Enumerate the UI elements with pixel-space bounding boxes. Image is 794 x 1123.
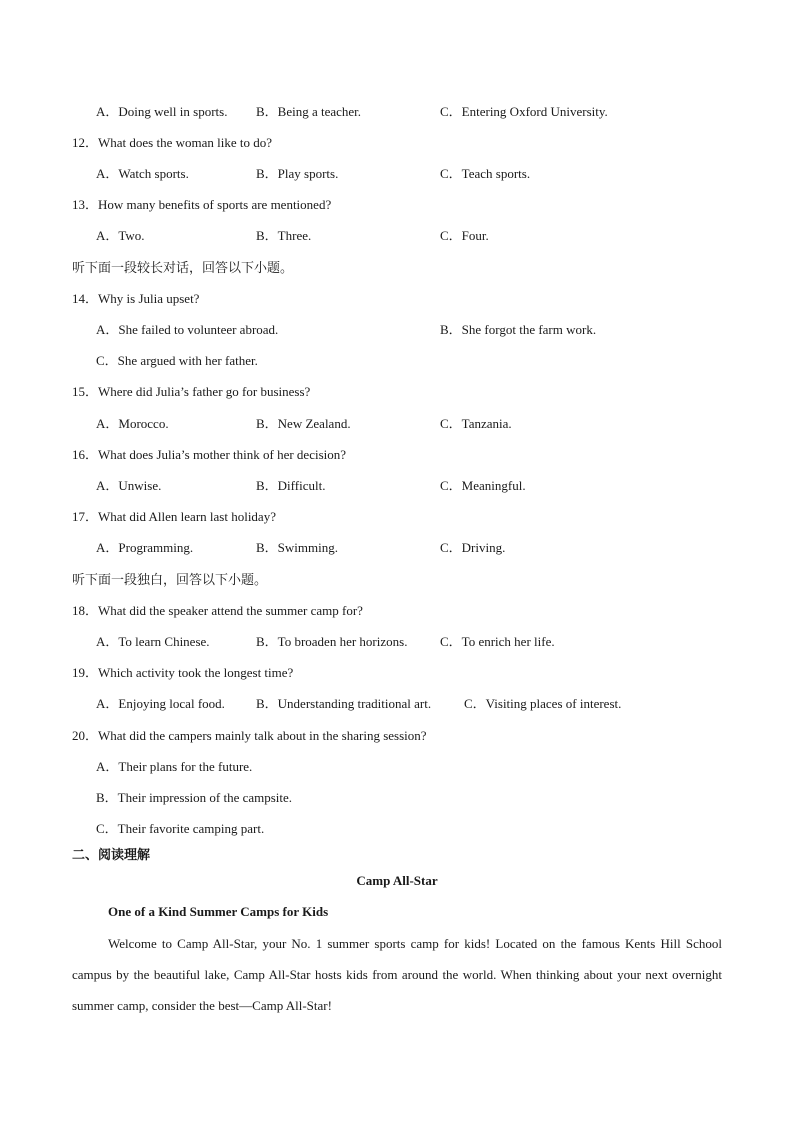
question-17: 17．What did Allen learn last holiday? (72, 509, 276, 524)
question-13: 13．How many benefits of sports are mentioned? (72, 197, 332, 212)
question-18: 18．What did the speaker attend the summer camp for? (72, 603, 363, 618)
option-18-c: C．To enrich her life. (440, 634, 555, 649)
option-11-b: B．Being a teacher. (256, 104, 362, 119)
section-note-dialogue: 听下面一段较长对话，回答以下小题。 (72, 260, 294, 275)
question-16: 16．What does Julia’s mother think of her decision? (72, 447, 347, 462)
option-15-a: A．Morocco. (96, 416, 169, 431)
option-13-a: A．Two. (96, 228, 145, 243)
option-12-a: A．Watch sports. (96, 166, 189, 181)
option-15-b: B．New Zealand. (256, 416, 351, 431)
option-18-b: B．To broaden her horizons. (256, 634, 408, 649)
option-17-a: A．Programming. (96, 540, 194, 555)
option-20-c: C．Their favorite camping part. (96, 821, 265, 836)
passage-title: Camp All-Star (356, 873, 438, 888)
option-11-c: C．Entering Oxford University. (440, 104, 608, 119)
option-16-a: A．Unwise. (96, 478, 162, 493)
option-12-b: B．Play sports. (256, 166, 339, 181)
option-19-a: A．Enjoying local food. (96, 696, 225, 711)
section-heading-reading: 二、阅读理解 (72, 847, 151, 862)
option-13-b: B．Three. (256, 228, 312, 243)
option-20-a: A．Their plans for the future. (96, 759, 253, 774)
option-14-c: C．She argued with her father. (96, 353, 258, 368)
option-17-b: B．Swimming. (256, 540, 338, 555)
option-12-c: C．Teach sports. (440, 166, 531, 181)
question-12: 12．What does the woman like to do? (72, 135, 273, 150)
question-20: 20．What did the campers mainly talk about in the sharing session? (72, 728, 427, 743)
option-20-b: B．Their impression of the campsite. (96, 790, 293, 805)
option-18-a: A．To learn Chinese. (96, 634, 210, 649)
question-15: 15．Where did Julia’s father go for business? (72, 384, 311, 399)
option-14-a: A．She failed to volunteer abroad. (96, 322, 279, 337)
question-14: 14．Why is Julia upset? (72, 291, 200, 306)
option-13-c: C．Four. (440, 228, 489, 243)
option-14-b: B．She forgot the farm work. (440, 322, 597, 337)
option-15-c: C．Tanzania. (440, 416, 512, 431)
option-17-c: C．Driving. (440, 540, 506, 555)
question-19: 19．Which activity took the longest time? (72, 665, 294, 680)
passage-subtitle: One of a Kind Summer Camps for Kids (108, 904, 329, 919)
option-16-c: C．Meaningful. (440, 478, 526, 493)
passage-paragraph: Welcome to Camp All-Star, your No. 1 summer sports camp for kids! Located on the famous Kents Hill School campus by the beautiful lake, Camp All-Star hosts kids from around the world. When thinking about your next overnight summer camp, consider the best—Camp All-Star! (72, 936, 722, 1013)
option-19-b: B．Understanding traditional art. (256, 696, 432, 711)
section-note-monologue: 听下面一段独白，回答以下小题。 (72, 572, 268, 587)
option-16-b: B．Difficult. (256, 478, 326, 493)
option-11-a: A．Doing well in sports. (96, 104, 228, 119)
option-19-c: C．Visiting places of interest. (464, 696, 622, 711)
